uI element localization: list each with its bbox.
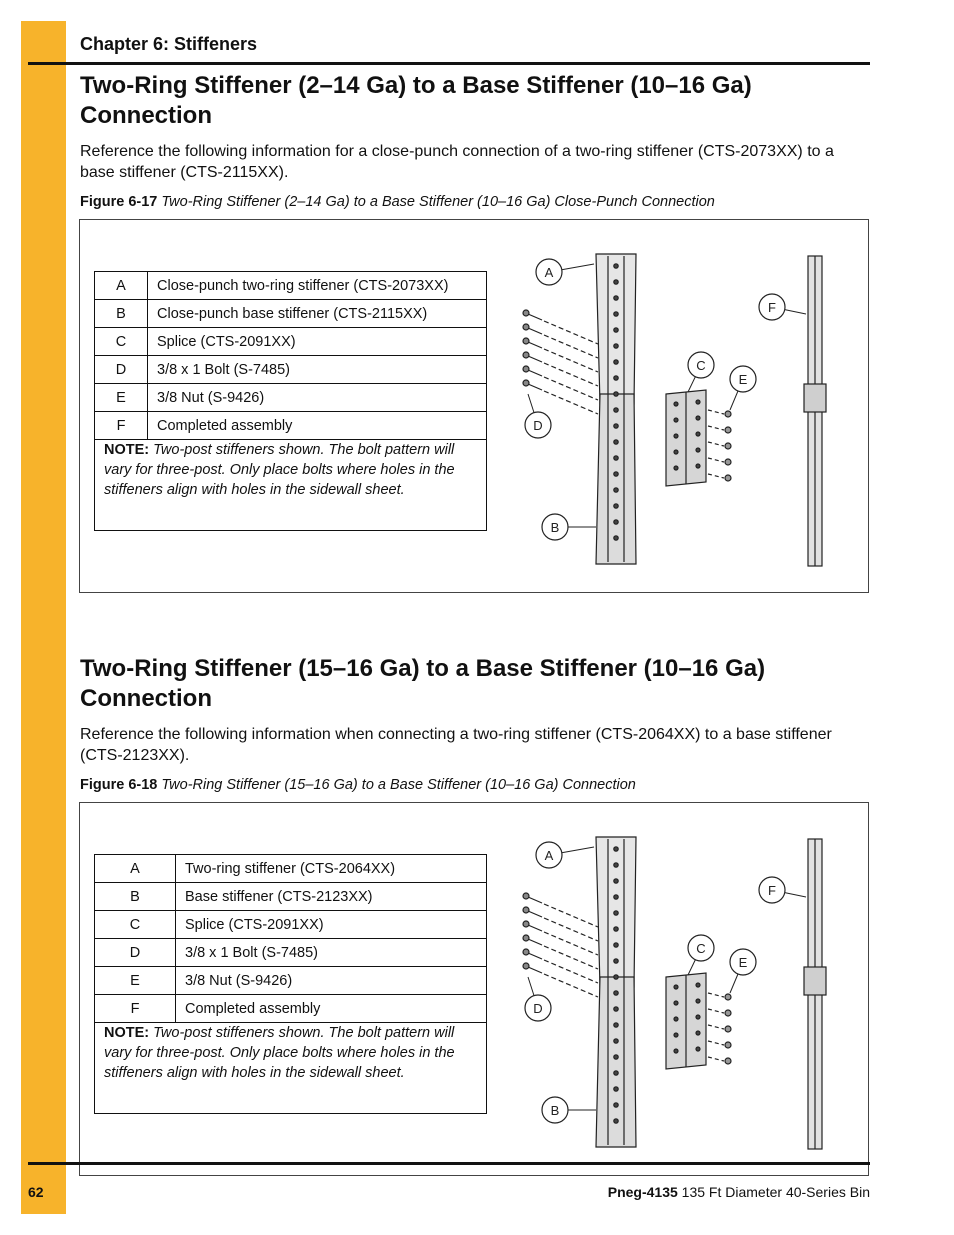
- bolt-head: [523, 907, 529, 913]
- legend-description: 3/8 Nut (S-9426): [148, 384, 487, 412]
- section1-title-line1: Two-Ring Stiffener (2–14 Ga) to a Base Stiffener (10–16 Ga): [80, 72, 752, 99]
- nut-shape: [725, 411, 731, 417]
- bolt-hole: [614, 408, 618, 412]
- header-rule: [28, 62, 870, 65]
- bolt-hole: [614, 328, 618, 332]
- stiffener-assembly-illustration: [516, 244, 856, 574]
- splice-hole: [674, 1017, 678, 1021]
- nut-shape: [725, 1042, 731, 1048]
- bolt-path-dashed: [544, 321, 598, 344]
- nut-path-dashed: [708, 474, 724, 478]
- bolt-path-dashed: [544, 349, 598, 372]
- legend-key: C: [95, 328, 148, 356]
- legend-key: E: [95, 967, 176, 995]
- note-text: Two-post stiffeners shown. The bolt pattern will vary for three-post. Only place bolts where holes in the stiffeners align with holes in the sidewall sheet.: [104, 442, 455, 498]
- page-number: 62: [28, 1184, 44, 1200]
- splice-hole: [674, 434, 678, 438]
- bolt-shank: [528, 314, 542, 320]
- legend-key: D: [95, 939, 176, 967]
- bolt-hole: [614, 392, 618, 396]
- nut-path-dashed: [708, 993, 724, 997]
- nut-shape: [725, 1026, 731, 1032]
- callout-label: A: [544, 848, 554, 863]
- legend-key: A: [95, 855, 176, 883]
- bolt-path-dashed: [544, 391, 598, 414]
- figure-label: Figure 6-17: [80, 194, 158, 210]
- bolt-head: [523, 324, 529, 330]
- bolt-path-dashed: [544, 960, 598, 983]
- document-title: 135 Ft Diameter 40-Series Bin: [677, 1184, 870, 1200]
- legend-description: Splice (CTS-2091XX): [176, 911, 487, 939]
- figure-title: Two-Ring Stiffener (15–16 Ga) to a Base Stiffener (10–16 Ga) Connection: [161, 777, 636, 793]
- figure-6-18-caption: [80, 777, 636, 793]
- nut-path-dashed: [708, 1009, 724, 1013]
- section1-title-line2: Connection: [80, 102, 212, 129]
- section2-title-line1: Two-Ring Stiffener (15–16 Ga) to a Base Stiffener (10–16 Ga): [80, 655, 766, 682]
- callout-label: D: [533, 1001, 543, 1016]
- bolt-hole: [614, 895, 618, 899]
- footer-document-title: [608, 1184, 870, 1200]
- legend-row: [95, 939, 487, 967]
- section1-intro: Reference the following information for a close-punch connection of a two-ring stiffener (CTS-2073XX) to a base stiffener (CTS-2115XX).: [80, 143, 834, 181]
- bolt-head: [523, 935, 529, 941]
- legend-row: [95, 855, 487, 883]
- assembled-splice: [804, 967, 826, 995]
- bolt-shank: [528, 370, 542, 376]
- nut-shape: [725, 443, 731, 449]
- section1-title: [80, 71, 870, 131]
- legend-row: [95, 911, 487, 939]
- nut-path-dashed: [708, 410, 724, 414]
- splice-hole: [696, 1015, 700, 1019]
- legend-key: F: [95, 412, 148, 440]
- legend-row: [95, 328, 487, 356]
- legend-description: 3/8 x 1 Bolt (S-7485): [148, 356, 487, 384]
- callout-label: B: [550, 520, 560, 535]
- legend-row: [95, 883, 487, 911]
- legend-description: Splice (CTS-2091XX): [148, 328, 487, 356]
- legend-row: [95, 412, 487, 440]
- bolt-hole: [614, 879, 618, 883]
- callout-label: A: [544, 265, 554, 280]
- legend-table: [94, 271, 487, 531]
- stiffener-assembly-illustration: [516, 827, 856, 1157]
- legend-description: Close-punch two-ring stiffener (CTS-2073XX): [148, 272, 487, 300]
- bolt-shank: [528, 384, 542, 390]
- legend-description: Two-ring stiffener (CTS-2064XX): [176, 855, 487, 883]
- bolt-shank: [528, 953, 542, 959]
- callout-label: E: [738, 955, 748, 970]
- bolt-path-dashed: [544, 904, 598, 927]
- bolt-hole: [614, 1119, 618, 1123]
- legend-key: C: [95, 911, 176, 939]
- callout-label: B: [550, 1103, 560, 1118]
- splice-hole: [674, 1033, 678, 1037]
- chapter-heading: Chapter 6: Stiffeners: [80, 34, 258, 54]
- bolt-hole: [614, 344, 618, 348]
- callout-label: C: [696, 358, 706, 373]
- callout-label: D: [533, 418, 543, 433]
- legend-key: E: [95, 384, 148, 412]
- accent-side-bar: [21, 21, 66, 1214]
- bolt-path-dashed: [544, 363, 598, 386]
- bolt-path-dashed: [544, 377, 598, 400]
- document-id: Pneg-4135: [607, 1184, 678, 1200]
- bolt-hole: [614, 376, 618, 380]
- legend-row: [95, 384, 487, 412]
- bolt-hole: [614, 312, 618, 316]
- splice-hole: [674, 1001, 678, 1005]
- legend-key: B: [95, 300, 148, 328]
- section2-title: [80, 654, 870, 714]
- legend-key: A: [95, 272, 148, 300]
- legend-key: B: [95, 883, 176, 911]
- bolt-hole: [614, 280, 618, 284]
- note-text: Two-post stiffeners shown. The bolt pattern will vary for three-post. Only place bolts where holes in the stiffeners align with holes in the sidewall sheet.: [104, 1025, 455, 1081]
- figure-6-17-box: [79, 219, 869, 593]
- bolt-hole: [614, 360, 618, 364]
- assembled-splice: [804, 384, 826, 412]
- bolt-hole: [614, 863, 618, 867]
- nut-shape: [725, 459, 731, 465]
- figure-label: Figure 6-18: [80, 777, 158, 793]
- legend-table: [94, 854, 487, 1114]
- splice-hole: [674, 450, 678, 454]
- bolt-hole: [614, 296, 618, 300]
- splice-hole: [696, 432, 700, 436]
- callout-label: C: [696, 941, 706, 956]
- splice-hole: [674, 1049, 678, 1053]
- bolt-hole: [614, 264, 618, 268]
- bolt-hole: [614, 1071, 618, 1075]
- section2-title-line2: Connection: [80, 685, 212, 712]
- bolt-shank: [528, 939, 542, 945]
- legend-description: Completed assembly: [176, 995, 487, 1023]
- bolt-hole: [614, 847, 618, 851]
- bolt-hole: [614, 991, 618, 995]
- bolt-hole: [614, 440, 618, 444]
- bolt-shank: [528, 925, 542, 931]
- callout-label: F: [768, 883, 776, 898]
- legend-row: [95, 995, 487, 1023]
- callout-label: F: [768, 300, 776, 315]
- figure-6-18-box: [79, 802, 869, 1176]
- nut-path-dashed: [708, 1057, 724, 1061]
- splice-hole: [696, 464, 700, 468]
- splice-hole: [674, 985, 678, 989]
- section2-intro: Reference the following information when connecting a two-ring stiffener (CTS-2064XX) to a base stiffener (CTS-2123XX).: [80, 726, 832, 764]
- legend-description: Close-punch base stiffener (CTS-2115XX): [148, 300, 487, 328]
- splice-hole: [674, 418, 678, 422]
- note-label: NOTE:: [104, 1025, 150, 1041]
- bolt-hole: [614, 1055, 618, 1059]
- bolt-hole: [614, 959, 618, 963]
- bolt-shank: [528, 897, 542, 903]
- figure-title: Two-Ring Stiffener (2–14 Ga) to a Base Stiffener (10–16 Ga) Close-Punch Connection: [161, 194, 715, 210]
- bolt-head: [523, 338, 529, 344]
- splice-hole: [696, 1031, 700, 1035]
- bolt-shank: [528, 342, 542, 348]
- legend-row: [95, 272, 487, 300]
- bolt-hole: [614, 488, 618, 492]
- bolt-head: [523, 921, 529, 927]
- bolt-hole: [614, 456, 618, 460]
- bolt-hole: [614, 1039, 618, 1043]
- bolt-head: [523, 380, 529, 386]
- nut-shape: [725, 994, 731, 1000]
- bolt-hole: [614, 1023, 618, 1027]
- splice-hole: [696, 400, 700, 404]
- bolt-head: [523, 893, 529, 899]
- splice-hole: [696, 983, 700, 987]
- bolt-hole: [614, 1087, 618, 1091]
- splice-hole: [696, 999, 700, 1003]
- bolt-head: [523, 310, 529, 316]
- nut-path-dashed: [708, 1025, 724, 1029]
- legend-key: D: [95, 356, 148, 384]
- callout-label: E: [738, 372, 748, 387]
- nut-path-dashed: [708, 426, 724, 430]
- footer-rule: [28, 1162, 870, 1165]
- bolt-hole: [614, 1007, 618, 1011]
- splice-hole: [696, 448, 700, 452]
- nut-path-dashed: [708, 458, 724, 462]
- note-cell: [95, 440, 487, 531]
- bolt-head: [523, 366, 529, 372]
- bolt-hole: [614, 927, 618, 931]
- splice-hole: [674, 466, 678, 470]
- splice-hole: [696, 416, 700, 420]
- bolt-head: [523, 963, 529, 969]
- legend-description: Base stiffener (CTS-2123XX): [176, 883, 487, 911]
- nut-shape: [725, 475, 731, 481]
- nut-path-dashed: [708, 1041, 724, 1045]
- bolt-hole: [614, 472, 618, 476]
- bolt-path-dashed: [544, 932, 598, 955]
- bolt-shank: [528, 911, 542, 917]
- bolt-hole: [614, 975, 618, 979]
- legend-key: F: [95, 995, 176, 1023]
- bolt-hole: [614, 424, 618, 428]
- nut-path-dashed: [708, 442, 724, 446]
- bolt-hole: [614, 911, 618, 915]
- bolt-shank: [528, 356, 542, 362]
- legend-description: 3/8 Nut (S-9426): [176, 967, 487, 995]
- nut-shape: [725, 427, 731, 433]
- legend-description: 3/8 x 1 Bolt (S-7485): [176, 939, 487, 967]
- figure-6-17-caption: [80, 194, 715, 210]
- nut-shape: [725, 1058, 731, 1064]
- bolt-shank: [528, 967, 542, 973]
- bolt-hole: [614, 1103, 618, 1107]
- bolt-hole: [614, 536, 618, 540]
- bolt-path-dashed: [544, 335, 598, 358]
- bolt-path-dashed: [544, 946, 598, 969]
- bolt-head: [523, 949, 529, 955]
- note-label: NOTE:: [104, 442, 150, 458]
- splice-hole: [674, 402, 678, 406]
- bolt-hole: [614, 520, 618, 524]
- legend-row: [95, 300, 487, 328]
- legend-description: Completed assembly: [148, 412, 487, 440]
- bolt-head: [523, 352, 529, 358]
- bolt-hole: [614, 504, 618, 508]
- splice-hole: [696, 1047, 700, 1051]
- nut-shape: [725, 1010, 731, 1016]
- legend-row: [95, 967, 487, 995]
- bolt-path-dashed: [544, 918, 598, 941]
- bolt-path-dashed: [544, 974, 598, 997]
- bolt-hole: [614, 943, 618, 947]
- legend-row: [95, 356, 487, 384]
- bolt-shank: [528, 328, 542, 334]
- note-cell: [95, 1023, 487, 1114]
